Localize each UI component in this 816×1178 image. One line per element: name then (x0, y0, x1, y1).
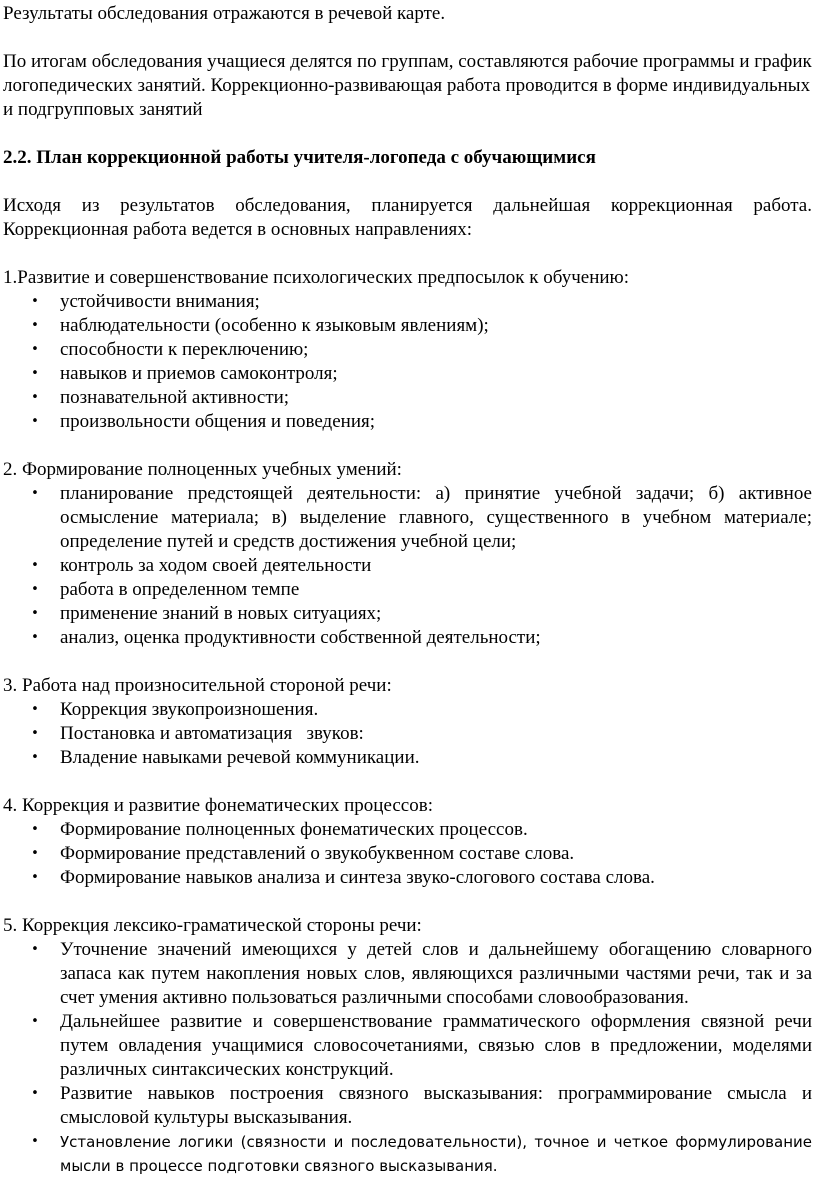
spacer (3, 770, 812, 794)
list-item: • работа в определенном темпе (3, 578, 812, 602)
bullet-icon: • (31, 942, 39, 957)
bullet-icon: • (31, 630, 39, 645)
bullet-icon: • (31, 846, 39, 861)
intro-line-speech-card: Результаты обследования отражаются в речевой карте. (3, 3, 446, 24)
bullet-icon: • (31, 822, 39, 837)
bullet-icon: • (31, 870, 39, 885)
spacer (3, 650, 812, 674)
list-item: • способности к переключению; (3, 338, 812, 362)
direction-list-3 (3, 698, 812, 770)
list-item: • применение знаний в новых ситуациях; (3, 602, 812, 626)
list-item: • Установление логики (связности и последовательности), точное и четкое формулирование мысли в процессе подготовки связного высказывания. (3, 1130, 812, 1178)
bullet-icon: • (31, 342, 39, 357)
bullet-icon: • (31, 1086, 39, 1101)
list-item: • Коррекция звукопроизношения. (3, 698, 812, 722)
bullet-icon: • (31, 414, 39, 429)
bullet-icon: • (31, 606, 39, 621)
direction-title-3: 3. Работа над произносительной стороной речи: (3, 675, 392, 696)
direction-title-4: 4. Коррекция и развитие фонематических процессов: (3, 795, 433, 816)
list-item: • Формирование представлений о звукобуквенном составе слова. (3, 842, 812, 866)
direction-title-5: 5. Коррекция лексико-граматической стороны речи: (3, 915, 422, 936)
list-item: • Развитие навыков построения связного высказывания: программирование смысла и смысловой культуры высказывания. (3, 1082, 812, 1130)
list-item: • Владение навыками речевой коммуникации. (3, 746, 812, 770)
bullet-icon: • (31, 750, 39, 765)
list-item: • познавательной активности; (3, 386, 812, 410)
list-item: • наблюдательности (особенно к языковым явлениям); (3, 314, 812, 338)
bullet-icon: • (31, 1134, 39, 1149)
spacer (3, 26, 812, 50)
spacer (3, 434, 812, 458)
list-item: • анализ, оценка продуктивности собственной деятельности; (3, 626, 812, 650)
bullet-icon: • (31, 318, 39, 333)
bullet-icon: • (31, 726, 39, 741)
list-item: • устойчивости внимания; (3, 290, 812, 314)
direction-title-1: 1.Развитие и совершенствование психологических предпосылок к обучению: (3, 267, 629, 288)
section-heading: 2.2. План коррекционной работы учителя-логопеда с обучающимися (3, 147, 596, 168)
spacer (3, 122, 812, 146)
list-item: • контроль за ходом своей деятельности (3, 554, 812, 578)
list-item: • Формирование навыков анализа и синтеза звуко-слогового состава слова. (3, 866, 812, 890)
bullet-icon: • (31, 582, 39, 597)
bullet-icon: • (31, 366, 39, 381)
list-item: • произвольности общения и поведения; (3, 410, 812, 434)
list-item: • Дальнейшее развитие и совершенствование грамматического оформления связной речи путем овладения учащимися словосочетаниями, связью слов в предложении, моделями различных синтаксических конструкций. (3, 1010, 812, 1082)
bullet-icon: • (31, 294, 39, 309)
direction-list-1 (3, 290, 812, 434)
direction-list-4 (3, 818, 812, 890)
list-item: • Уточнение значений имеющихся у детей слов и дальнейшему обогащению словарного запаса как путем накопления новых слов, являющихся различными частями речи, так и за счет умения активно пользоваться различными способами словообразования. (3, 938, 812, 1010)
bullet-icon: • (31, 702, 39, 717)
list-item: • Постановка и автоматизация звуков: (3, 722, 812, 746)
list-item: • Формирование полноценных фонематических процессов. (3, 818, 812, 842)
bullet-icon: • (31, 390, 39, 405)
bullet-icon: • (31, 1014, 39, 1029)
direction-list-5 (3, 938, 812, 1178)
list-item: • планирование предстоящей деятельности: а) принятие учебной задачи; б) активное осмысление материала; в) выделение главного, существенного в учебном материале; определение путей и средств достижения учебной цели; (3, 482, 812, 554)
direction-title-2: 2. Формирование полноценных учебных умений: (3, 459, 402, 480)
bullet-icon: • (31, 486, 39, 501)
section-intro-paragraph: Исходя из результатов обследования, планируется дальнейшая коррекционная работа. Коррекционная работа ведется в основных направлениях: (3, 195, 812, 240)
list-item: • навыков и приемов самоконтроля; (3, 362, 812, 386)
spacer (3, 242, 812, 266)
spacer (3, 890, 812, 914)
direction-list-2 (3, 482, 812, 650)
intro-paragraph-groups: По итогам обследования учащиеся делятся по группам, составляются рабочие программы и график логопедических занятий. Коррекционно-развивающая работа проводится в форме индивидуальных и подгрупповых занятий (3, 51, 812, 120)
spacer (3, 170, 812, 194)
bullet-icon: • (31, 558, 39, 573)
